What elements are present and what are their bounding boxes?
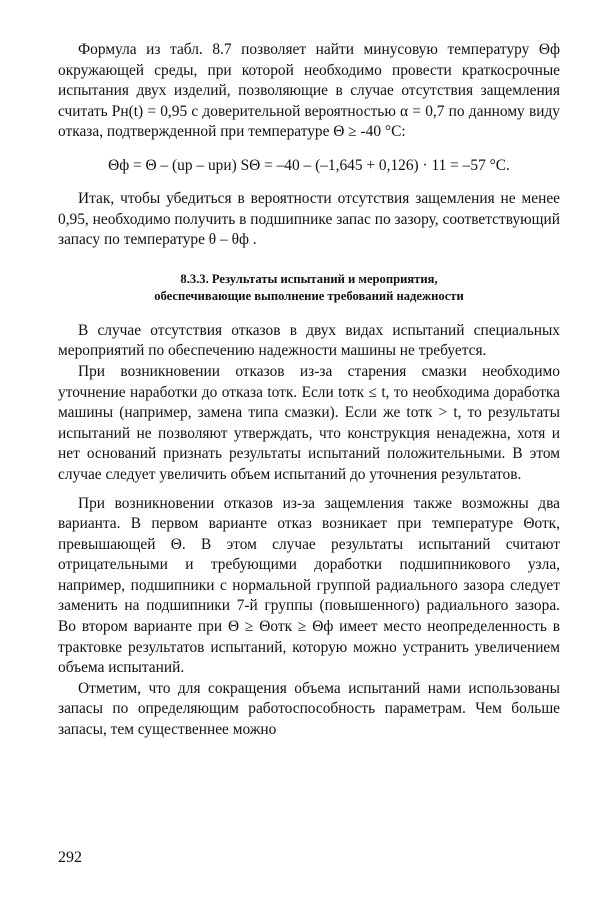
paragraph-jamming-failures: При возникновении отказов из-за защемления также возможны два варианта. В первом варианте отказ возникает при температуре Θотк, превышающей Θ. В этом случае результаты испытаний считают отрицательными и требующими доработки подшипникового узла, например, подшипники с нормальной группой радиального зазора следует заменить на подшипники 7-й группы (повышенного) радиального зазора. Во втором варианте при Θ ≥ Θотк ≥ Θф имеет место неопределенность в трактовке результатов испытаний, которую можно устранить увеличением объема испытаний. (58, 494, 560, 677)
paragraph-formula-intro: Формула из табл. 8.7 позволяет найти минусовую температуру Θф окружающей среды, при которой необходимо провести краткосрочные испытания двух изделий, позволяющие в случае отсутствия защемления считать Pн(t) = 0,95 с доверительной вероятностью α = 0,7 по данному виду отказа, подтвержденной при температуре Θ ≥ -40 °C: (58, 41, 560, 141)
section-heading-line-2: обеспечивающие выполнение требований надежности (154, 288, 464, 303)
formula-temperature: Θф = Θ – (up – upи) SΘ = –40 – (–1,645 + 0,126) · 11 = –57 °C. (108, 156, 510, 174)
page-number: 292 (58, 849, 82, 866)
paragraph-margins: Отметим, что для сокращения объема испытаний нами использованы запасы по определяющим работоспособность параметрам. Чем больше запасы, тем существеннее можно (58, 679, 560, 739)
paragraph-no-failures: В случае отсутствия отказов в двух видах испытаний специальных мероприятий по обеспечению надежности машины не требуется. (58, 321, 560, 360)
paragraph-lubricant-failures: При возникновении отказов из-за старения смазки необходимо уточнение наработки до отказа tотк. Если tотк ≤ t, то необходима доработка машины (например, замена типа смазки). Если же tотк > t, то результаты испытаний не позволяют утверждать, что конструкция ненадежна, хотя и нет оснований признать результаты испытаний положительными. В этом случае следует увеличить объем испытаний до уточнения результатов. (58, 362, 560, 483)
paragraph-conclusion: Итак, чтобы убедиться в вероятности отсутствия защемления не менее 0,95, необходимо получить в подшипнике запас по зазору, соответствующий запасу по температуре θ – θф . (58, 189, 560, 249)
section-heading-line-1: 8.3.3. Результаты испытаний и мероприятия, (180, 271, 438, 286)
section-heading (58, 271, 560, 305)
